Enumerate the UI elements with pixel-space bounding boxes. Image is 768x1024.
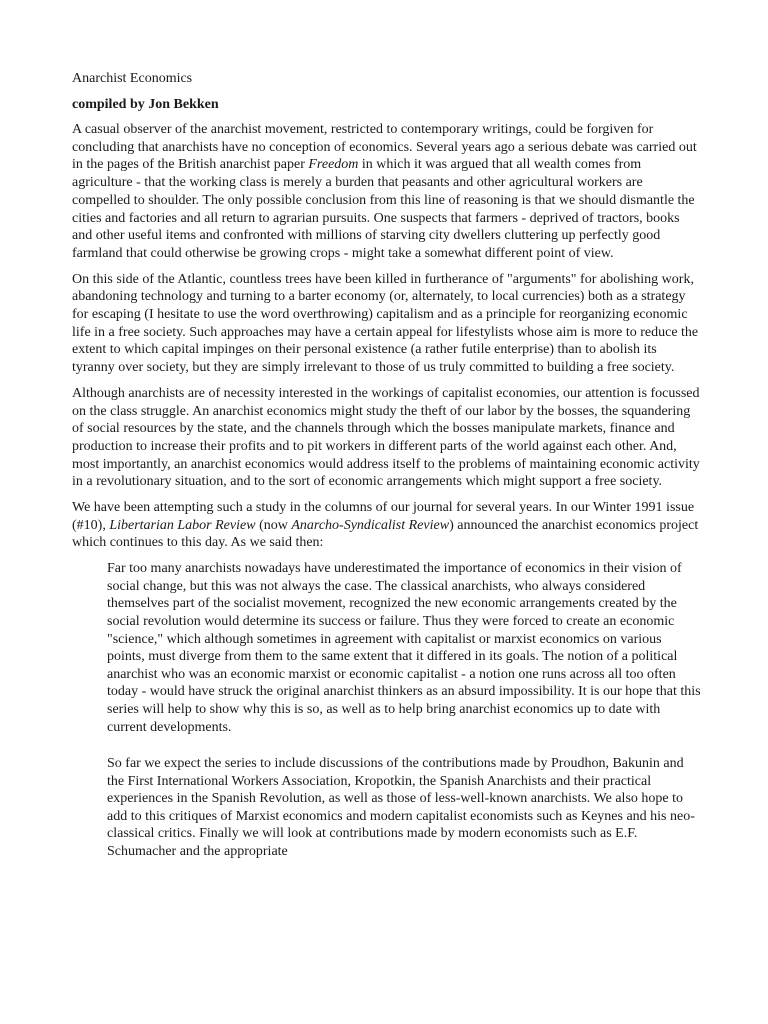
- block-quote: [107, 560, 702, 861]
- paragraph-4: [72, 499, 702, 552]
- paragraph-1: [72, 121, 702, 263]
- freedom-title: Freedom: [308, 157, 359, 173]
- document-page: [72, 70, 702, 880]
- paragraph-4-text-a: We have been attempting such a study in the columns of our journal for several years. In our Winter 1991 issue (#10),: [72, 500, 695, 533]
- paragraph-1-text-a: A casual observer of the anarchist movement, restricted to contemporary writings, could be forgiven for concluding that anarchists have no conception of economics. Several years ago a serious debate was carried out in the pages of the British anarchist paper: [72, 122, 697, 173]
- paragraph-1-text-c: in which it was argued that all wealth comes from agriculture - that the working class is merely a burden that peasants and other agricultural workers are compelled to shoulder. The only possible conclusion from this line of reasoning is that we should dismantle the cities and factories and all return to agrarian pursuits. One suspects that farmers - deprived of tractors, books and other useful items and confronted with millions of starving city dwellers cluttering up perfectly good farmland that could otherwise be growing crops - might take a somewhat different point of view.: [72, 157, 695, 261]
- paragraph-2: On this side of the Atlantic, countless trees have been killed in furtherance of "arguments" for abolishing work, abandoning technology and turning to a barter economy (or, alternately, to local currencies) both as a strategy for escaping (I hesitate to use the word overthrowing) capitalism and as a principle for reorganizing economic life in a free society. Such approaches may have a certain appeal for lifestylists whose aim is more to reduce the extent to which capital impinges on their personal existence (a rather futile enterprise) than to abolish its tyranny over society, but they are simply irrelevant to those of us truly committed to building a free society.: [72, 271, 699, 376]
- paragraph-4-text-c: (now: [255, 517, 292, 533]
- libertarian-labor-review-title: Libertarian Labor Review: [109, 517, 256, 533]
- document-title: Anarchist Economics: [72, 71, 193, 86]
- paragraph-4-text-e: ) announced the anarchist economics project which continues to this day. As we said then:: [72, 517, 699, 551]
- paragraph-3: Although anarchists are of necessity interested in the workings of capitalist economies, our attention is focussed on the class struggle. An anarchist economics might study the theft of our labor by the bosses, the squandering of social resources by the state, and the channels through which the bosses manipulate markets, finance and production to increase their profits and to pit workers in different parts of the world against each other. And, most importantly, an anarchist economics would address itself to the problems of maintaining economic activity in a revolutionary situation, and to the sort of economic arrangements which might support a free society.: [72, 385, 700, 490]
- document-byline: compiled by Jon Bekken: [72, 97, 219, 112]
- quote-paragraph-2: So far we expect the series to include discussions of the contributions made by Proudhon, Bakunin and the First International Workers Association, Kropotkin, the Spanish Anarchists and their practical experiences in the Spanish Revolution, as well as those of less-well-known anarchists. We also hope to add to this critiques of Marxist economics and modern capitalist economists such as Keynes and his neo-classical critics. Finally we will look at contributions made by modern economists such as E.F. Schumacher and the appropriate: [107, 756, 695, 860]
- quote-paragraph-1: Far too many anarchists nowadays have underestimated the importance of economics in their vision of social change, but this was not always the case. The classical anarchists, who always considered themselves part of the socialist movement, recognized the new economic arrangements created by the social revolution would determine its success or failure. Thus they were forced to create an economic "science," which although sometimes in agreement with capitalist or marxist economics on various points, must diverge from them to the same extent that it differed in its goals. The notion of a political anarchist who was an economic marxist or economic capitalist - a notion one runs across all too often today - would have struck the original anarchist thinkers as an absurd impossibility. It is our hope that this series will help to show why this is so, as well as to help bring anarchist economics up to date with current developments.: [107, 561, 701, 735]
- anarcho-syndicalist-review-title: Anarcho-Syndicalist Review: [291, 517, 450, 533]
